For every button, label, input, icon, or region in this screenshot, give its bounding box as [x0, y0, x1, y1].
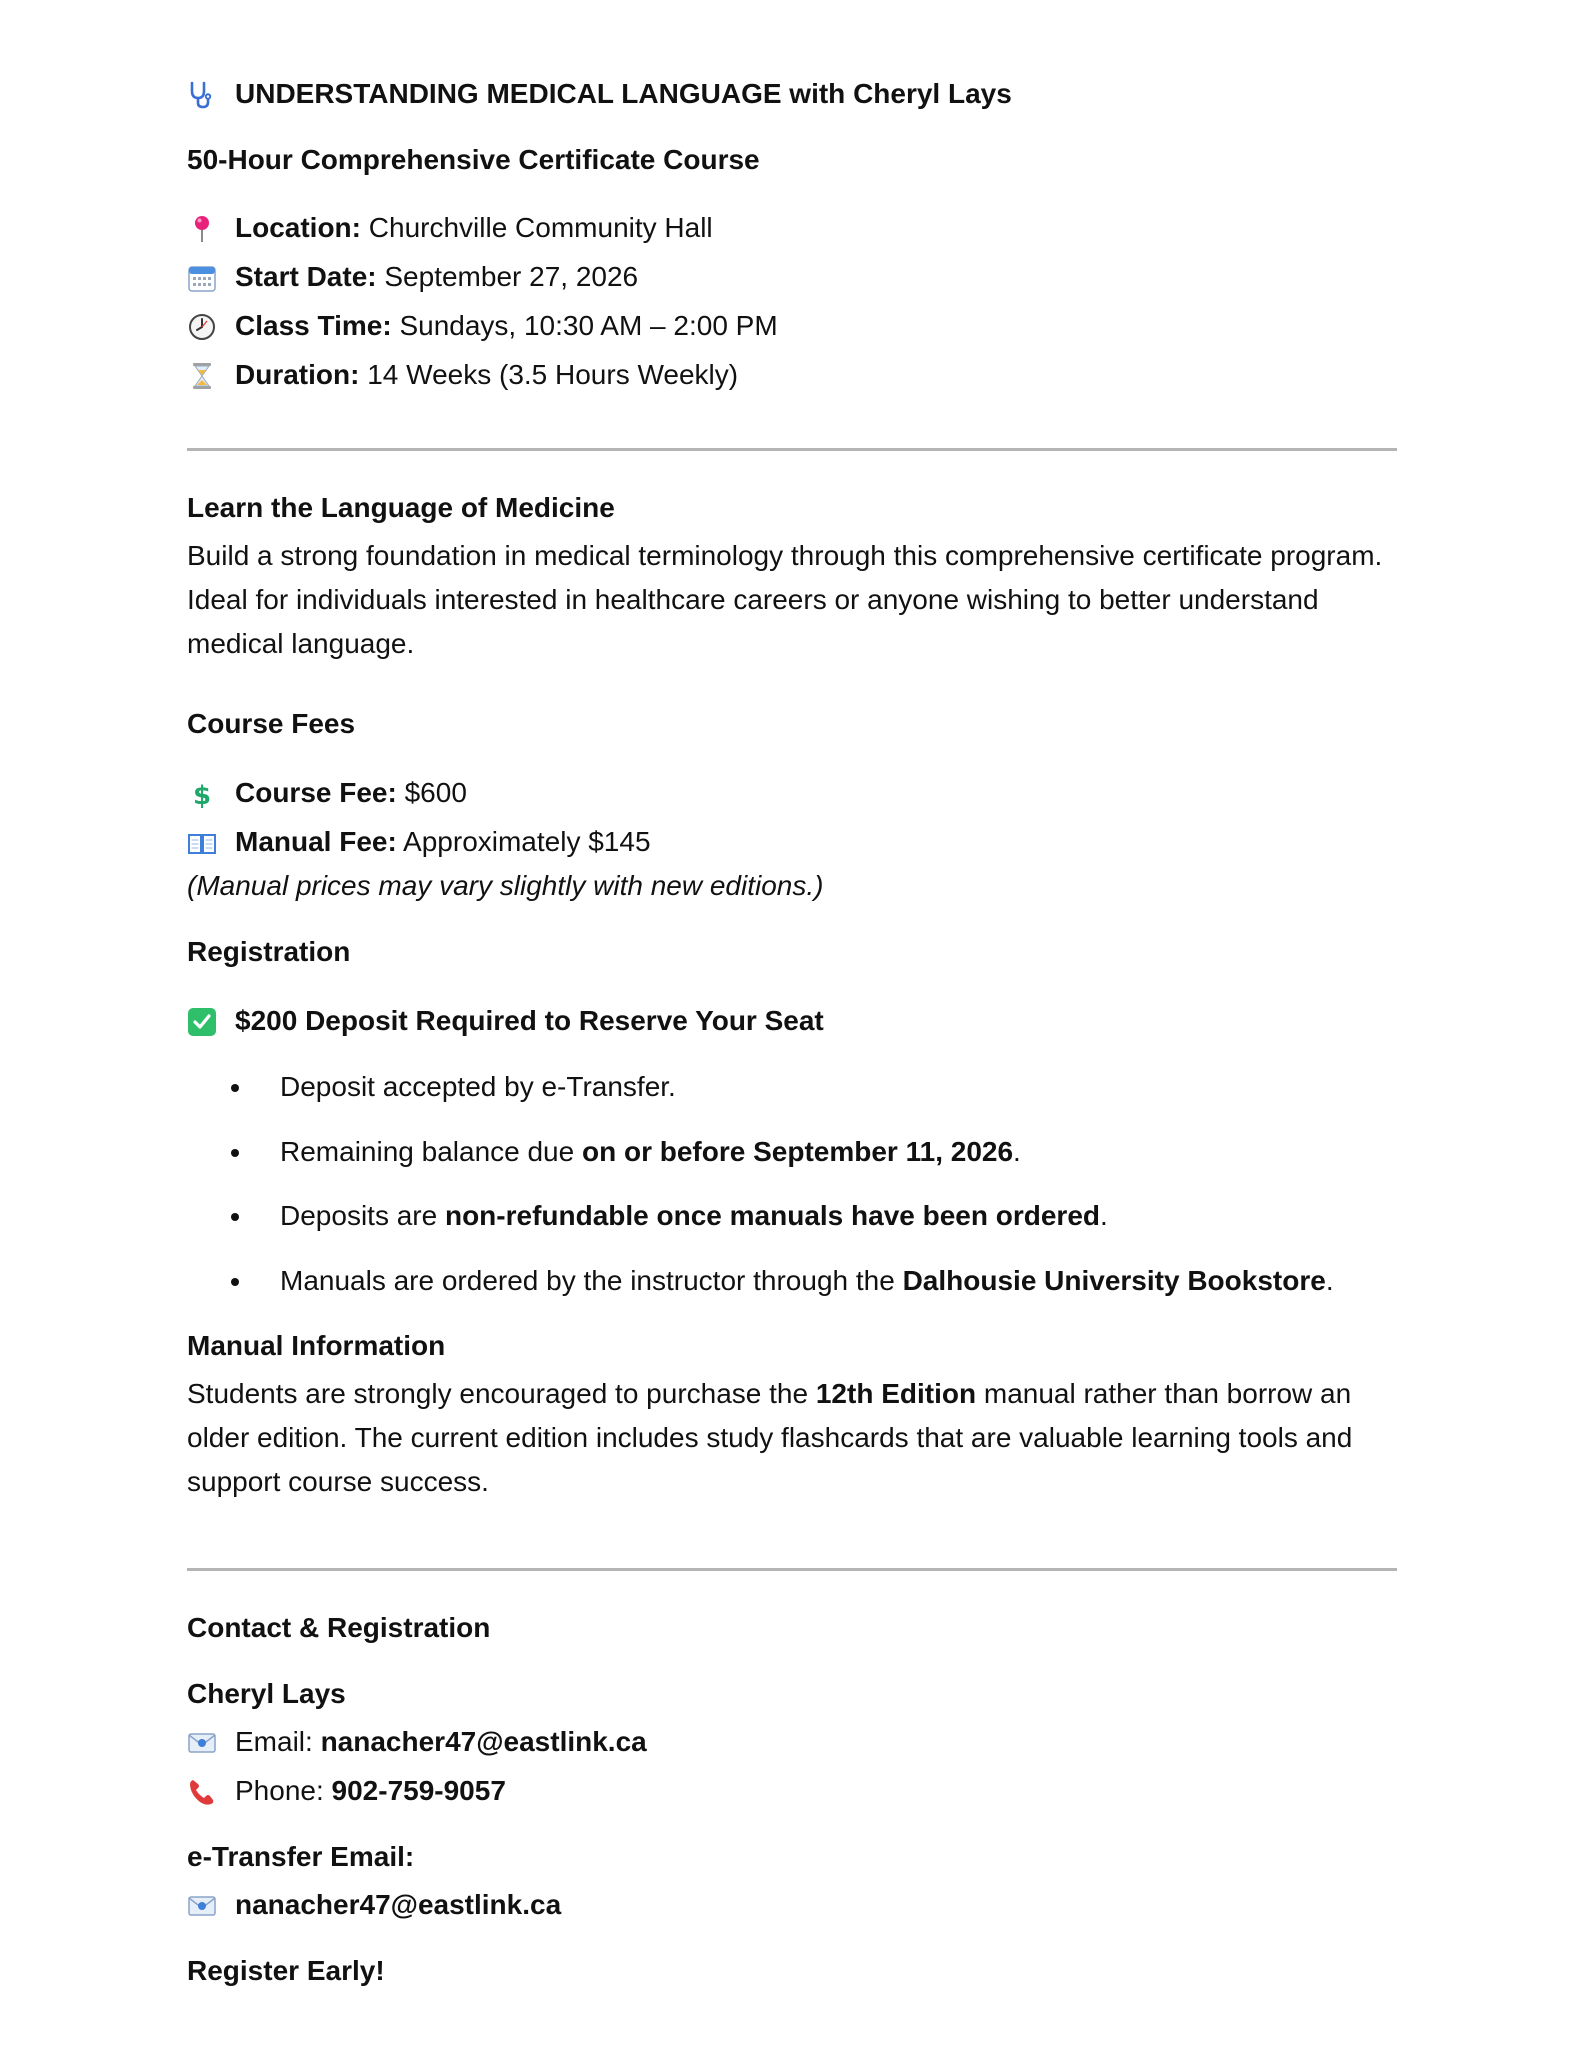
- detail-value: 14 Weeks (3.5 Hours Weekly): [367, 359, 739, 390]
- telephone-receiver-icon: [187, 1777, 217, 1807]
- etransfer-email-link[interactable]: nanacher47@eastlink.ca: [235, 1889, 562, 1920]
- list-item-emphasis: Dalhousie University Bookstore: [902, 1265, 1326, 1296]
- bullet-dot: [231, 1084, 239, 1092]
- stethoscope-icon: [187, 80, 217, 110]
- paragraph-emphasis: 12th Edition: [815, 1378, 977, 1409]
- paragraph-text: manual rather than borrow an older edition. The current edition includes study flashcards that are valuable learning tools and support course success.: [187, 1378, 1353, 1497]
- fee-label: Course Fee:: [235, 777, 397, 808]
- bullet-dot: [231, 1149, 239, 1157]
- list-item-text: Remaining balance due: [280, 1136, 582, 1167]
- register-early: Register Early!: [187, 1955, 385, 1986]
- svg-text:$: $: [192, 781, 212, 809]
- envelope-icon: [187, 1891, 217, 1921]
- detail-label: Duration:: [235, 359, 360, 390]
- clock-icon: [187, 312, 217, 342]
- fee-note: (Manual prices may vary slightly with new editions.): [187, 870, 824, 901]
- list-item-text: Deposit accepted by e-Transfer.: [280, 1071, 676, 1102]
- contact-name: Cheryl Lays: [187, 1678, 346, 1709]
- list-item-emphasis: on or before September 11, 2026: [581, 1136, 1014, 1167]
- detail-label: Class Time:: [235, 310, 392, 341]
- learn-paragraph: Build a strong foundation in medical terminology through this comprehensive certificate program. Ideal for individuals interested in healthcare careers or anyone wishing to better understand medical language.: [187, 540, 1383, 659]
- etransfer-heading: e-Transfer Email:: [187, 1841, 415, 1872]
- bullet-dot: [231, 1213, 239, 1221]
- contact-phone-label: Phone:: [235, 1775, 332, 1806]
- contact-phone-link[interactable]: 902-759-9057: [331, 1775, 506, 1806]
- list-item-text: .: [1013, 1136, 1021, 1167]
- section-heading-contact: Contact & Registration: [187, 1612, 491, 1643]
- section-heading-manual: Manual Information: [187, 1330, 446, 1361]
- check-mark-button-icon: [187, 1007, 217, 1037]
- calendar-icon: [187, 263, 217, 293]
- list-item-text: .: [1325, 1265, 1334, 1296]
- open-book-icon: [187, 828, 217, 858]
- manual-paragraph: [187, 1372, 1397, 1504]
- contact-email-label: Email:: [235, 1726, 321, 1757]
- fee-value: $600: [404, 777, 467, 808]
- round-pushpin-icon: [187, 214, 217, 244]
- hourglass-icon: [187, 361, 217, 391]
- detail-label: Location:: [235, 212, 361, 243]
- detail-label: Start Date:: [235, 261, 377, 292]
- bullet-dot: [231, 1278, 239, 1286]
- list-item-text: .: [1100, 1200, 1108, 1231]
- deposit-text: $200 Deposit Required to Reserve Your Seat: [235, 1005, 824, 1036]
- detail-value: September 27, 2026: [384, 261, 639, 292]
- divider: [187, 448, 1397, 451]
- paragraph-text: Students are strongly encouraged to purchase the: [187, 1378, 816, 1409]
- list-item-text: Deposits are: [280, 1200, 445, 1231]
- detail-value: Sundays, 10:30 AM – 2:00 PM: [399, 310, 778, 341]
- list-item-text: Manuals are ordered by the instructor through the: [280, 1265, 903, 1296]
- divider: [187, 1568, 1397, 1571]
- list-item-emphasis: non-refundable once manuals have been ordered: [444, 1200, 1101, 1231]
- fee-label: Manual Fee:: [235, 826, 397, 857]
- section-heading-registration: Registration: [187, 936, 351, 967]
- detail-value: Churchville Community Hall: [368, 212, 713, 243]
- envelope-icon: [187, 1728, 217, 1758]
- page-title: UNDERSTANDING MEDICAL LANGUAGE with Cheryl Lays: [235, 78, 1012, 109]
- dollar-sign-icon: [187, 779, 217, 809]
- page-subtitle: 50-Hour Comprehensive Certificate Course: [187, 144, 760, 175]
- section-heading-fees: Course Fees: [187, 708, 356, 739]
- section-heading-learn: Learn the Language of Medicine: [187, 492, 615, 523]
- fee-value: Approximately $145: [403, 826, 651, 857]
- contact-email-link[interactable]: nanacher47@eastlink.ca: [320, 1726, 647, 1757]
